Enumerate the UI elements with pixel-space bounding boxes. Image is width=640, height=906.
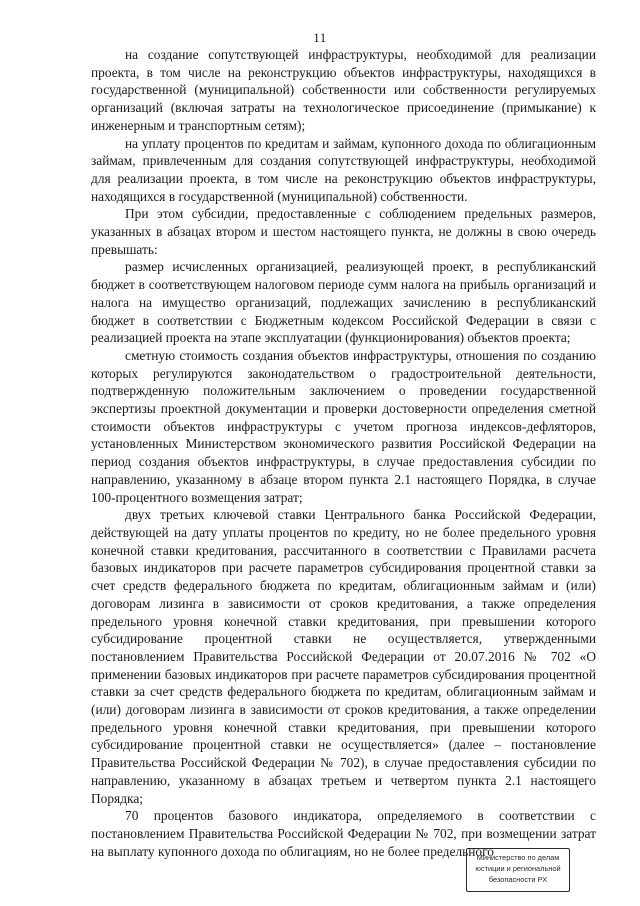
paragraph-interest-payment: на уплату процентов по кредитам и займам, купонного дохода по облигационным займам, привлеченным для создания сопутствующей инфраструктуры, необходимой для реализации проекта, в том числе на реконструкцию объектов инфраструктуры, находящихся в государственной (муниципальной) собственности. bbox=[91, 135, 596, 204]
paragraph-subsidy-limits: При этом субсидии, предоставленные с соблюдением предельных размеров, указанных в абзацах втором и шестом настоящего пункта, не должны в свою очередь превышать: bbox=[91, 206, 596, 257]
stamp-line-2: юстиции и региональной bbox=[475, 864, 561, 873]
paragraph-estimate-cost: сметную стоимость создания объектов инфраструктуры, отношения по созданию которых регулируются законодательством о градостроительной деятельности, подтвержденную положительным заключением о проведении государственной экспертизы проектной документации и проверки достоверности определения сметной стоимости объектов инфраструктуры с учетом прогноза индексов-дефляторов, установленных Министерством экономического развития Российской Федерации на период создания объектов инфраструктуры, в случае предоставления субсидии по направлению, указанному в абзаце втором пункта 2.1 настоящего Порядка, в случае 100-процентного возмещения затрат; bbox=[91, 347, 596, 505]
ministry-stamp bbox=[466, 848, 570, 892]
document-body bbox=[91, 46, 596, 860]
paragraph-infrastructure-creation: на создание сопутствующей инфраструктуры, необходимой для реализации проекта, в том числе на реконструкцию объектов инфраструктуры, находящихся в государственной (муниципальной) собственности или собственности регулируемых организаций (включая затраты на технологическое присоединение (примыкание) к инженерным и транспортным сетям); bbox=[91, 47, 596, 133]
page-number: 11 bbox=[313, 30, 327, 45]
paragraph-tax-amount: размер исчисленных организацией, реализующей проект, в республиканский бюджет в соответствующем налоговом периоде сумм налога на прибыль организаций и налога на имущество организаций, подлежащих зачислению в республиканский бюджет в соответствии с Бюджетным кодексом Российской Федерации в связи с реализацией проекта на этапе эксплуатации (функционирования) объектов проекта; bbox=[91, 259, 596, 346]
stamp-line-1: Министерство по делам bbox=[476, 853, 560, 862]
paragraph-key-rate: двух третьих ключевой ставки Центрального банка Российской Федерации, действующей на дату уплаты процентов по кредиту, но не более предельного уровня конечной ставки кредитования, рассчитанного в соответствии с Правилами расчета базовых индикаторов при расчете параметров субсидирования процентной ставки за счет средств федерального бюджета по кредитам, облигационным займам и (или) договорам лизинга в зависимости от сроков кредитования, а также определения предельного уровня конечной ставки кредитования, при превышении которого субсидирование процентной ставки не осуществляется, утвержденными постановлением Правительства Российской Федерации от 20.07.2016 № 702 «О применении базовых индикаторов при расчете параметров субсидирования процентной ставки за счет средств федерального бюджета по кредитам, облигационным займам и (или) договорам лизинга в зависимости от сроков кредитования, а также определении предельного уровня конечной ставки кредитования, при превышении которого субсидирование процентной ставки не осуществляется» (далее – постановление Правительства Российской Федерации № 702), в случае предоставления субсидии по направлению, указанному в абзацах третьем и четвертом пункта 2.1 настоящего Порядка; bbox=[91, 507, 596, 806]
stamp-line-3: безопасности РХ bbox=[488, 875, 548, 884]
paragraph-base-indicator: 70 процентов базового индикатора, определяемого в соответствии с постановлением Правительства Российской Федерации № 702, при возмещении затрат на выплату купонного дохода по облигациям, но не более предельного bbox=[91, 808, 596, 859]
